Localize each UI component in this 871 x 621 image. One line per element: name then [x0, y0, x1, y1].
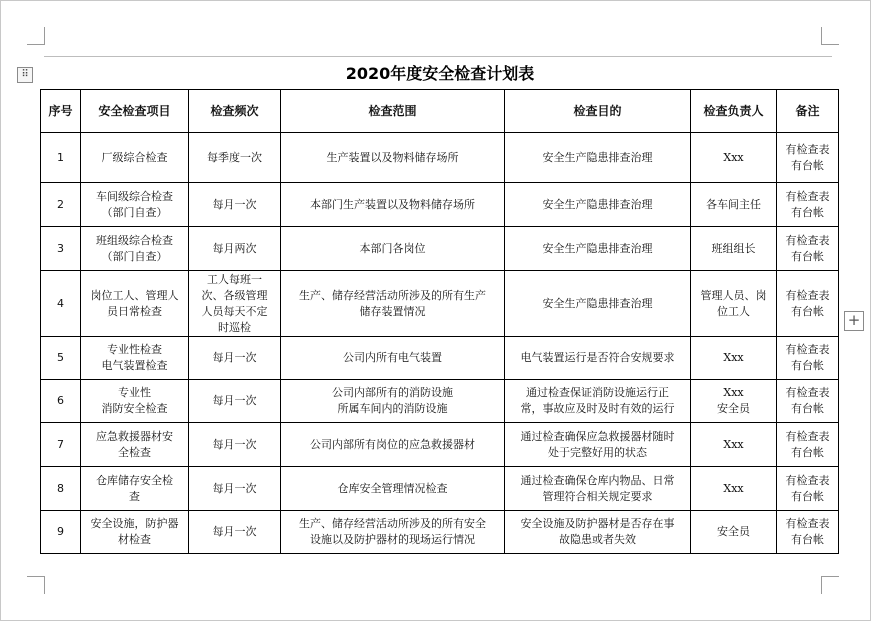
- cell-scope-line: 所属车间内的消防设施: [337, 402, 448, 415]
- cell-purpose[interactable]: [505, 511, 691, 554]
- cell-seq[interactable]: 1: [41, 133, 81, 183]
- crop-mark-top-left: [27, 27, 45, 45]
- cell-note-line: 有检查表: [785, 473, 830, 487]
- table-row: [41, 380, 839, 423]
- cell-scope-line: 储存装置情况: [359, 304, 426, 318]
- cell-frequency-line: 每月一次: [212, 437, 257, 451]
- cell-item-line: 员日常检查: [107, 304, 162, 318]
- cell-scope[interactable]: [281, 227, 505, 271]
- cell-item-line: 厂级综合检查: [101, 150, 168, 164]
- cell-frequency[interactable]: [189, 337, 281, 380]
- cell-scope[interactable]: [281, 133, 505, 183]
- cell-item-line: 专业性: [118, 386, 151, 399]
- cell-note[interactable]: [777, 380, 839, 423]
- table-row: [41, 183, 839, 227]
- cell-note-line: 有检查表: [785, 386, 830, 399]
- cell-item[interactable]: [81, 183, 189, 227]
- cell-frequency[interactable]: [189, 271, 281, 337]
- header-scope[interactable]: 检查范围: [281, 90, 505, 133]
- cell-item-line: 全检查: [118, 445, 151, 459]
- cell-scope[interactable]: [281, 423, 505, 467]
- cell-purpose-line: 安全生产隐患排查治理: [542, 241, 653, 255]
- cell-frequency-line: 每月一次: [212, 197, 257, 211]
- cell-frequency[interactable]: [189, 227, 281, 271]
- cell-scope-line: 生产、储存经营活动所涉及的所有安全: [299, 517, 486, 530]
- cell-item[interactable]: [81, 337, 189, 380]
- cell-note[interactable]: [777, 183, 839, 227]
- cell-note-line: 有台帐: [791, 249, 824, 263]
- cell-note-line: 有检查表: [785, 288, 830, 302]
- cell-scope[interactable]: [281, 380, 505, 423]
- cell-item[interactable]: [81, 271, 189, 337]
- cell-item[interactable]: [81, 467, 189, 511]
- cell-seq[interactable]: 3: [41, 227, 81, 271]
- cell-scope[interactable]: [281, 511, 505, 554]
- cell-seq[interactable]: 4: [41, 271, 81, 337]
- cell-frequency[interactable]: [189, 511, 281, 554]
- cell-frequency[interactable]: [189, 423, 281, 467]
- header-divider: [44, 56, 832, 57]
- cell-purpose[interactable]: [505, 133, 691, 183]
- cell-seq[interactable]: 9: [41, 511, 81, 554]
- cell-note-line: 有台帐: [791, 158, 824, 172]
- cell-note-line: 有检查表: [785, 189, 830, 203]
- cell-item-line: 安全设施，防护器: [90, 517, 179, 530]
- cell-scope-line: 公司内所有电气装置: [343, 351, 442, 364]
- cell-owner-line: 管理人员、岗: [700, 288, 767, 302]
- cell-note[interactable]: [777, 227, 839, 271]
- cell-owner-line: 安全员: [717, 402, 750, 415]
- table-row: [41, 423, 839, 467]
- cell-owner-line: Xxx: [723, 150, 744, 164]
- header-purpose[interactable]: 检查目的: [505, 90, 691, 133]
- cell-item-line: 专业性检查: [107, 343, 162, 356]
- cell-note-line: 有台帐: [791, 304, 824, 318]
- cell-owner[interactable]: [691, 511, 777, 554]
- cell-purpose[interactable]: [505, 271, 691, 337]
- inspection-plan-table[interactable]: [40, 89, 839, 554]
- cell-purpose-line: 安全生产隐患排查治理: [542, 197, 653, 211]
- cell-scope-line: 生产、储存经营活动所涉及的所有生产: [299, 288, 486, 302]
- cell-purpose-line: 安全生产隐患排查治理: [542, 296, 653, 310]
- cell-note[interactable]: [777, 133, 839, 183]
- cell-item[interactable]: [81, 227, 189, 271]
- cell-frequency-line: 每月一次: [212, 525, 257, 538]
- cell-frequency-line: 每月一次: [212, 351, 257, 364]
- cell-frequency-line: 工人每班一: [207, 272, 262, 286]
- cell-owner[interactable]: [691, 423, 777, 467]
- cell-purpose[interactable]: [505, 183, 691, 227]
- cell-item-line: 材检查: [118, 533, 151, 546]
- header-item[interactable]: 安全检查项目: [81, 90, 189, 133]
- cell-frequency-line: 人员每天不定: [201, 304, 268, 318]
- crop-mark-bottom-left: [27, 576, 45, 594]
- header-note[interactable]: 备注: [777, 90, 839, 133]
- table-row: [41, 511, 839, 554]
- cell-item[interactable]: [81, 423, 189, 467]
- cell-owner[interactable]: [691, 227, 777, 271]
- cell-purpose-line: 故隐患或者失效: [559, 533, 636, 546]
- cell-purpose-line: 安全设施及防护器材是否存在事: [520, 517, 675, 530]
- cell-scope[interactable]: [281, 467, 505, 511]
- cell-item[interactable]: [81, 380, 189, 423]
- cell-owner[interactable]: [691, 337, 777, 380]
- cell-purpose[interactable]: [505, 423, 691, 467]
- table-row: [41, 133, 839, 183]
- cell-item-line: 消防安全检查: [101, 402, 168, 415]
- cell-item[interactable]: [81, 133, 189, 183]
- header-owner[interactable]: 检查负责人: [691, 90, 777, 133]
- cell-purpose[interactable]: [505, 380, 691, 423]
- cell-note-line: 有台帐: [791, 205, 824, 219]
- cell-note[interactable]: [777, 467, 839, 511]
- table-row: [41, 337, 839, 380]
- cell-note-line: 有台帐: [791, 489, 824, 503]
- cell-owner[interactable]: [691, 183, 777, 227]
- cell-owner-line: 各车间主任: [706, 197, 761, 211]
- cell-item-line: 应急救援器材安: [96, 429, 173, 443]
- cell-owner[interactable]: [691, 133, 777, 183]
- cell-purpose-line: 通过检查确保仓库内物品、日常: [520, 473, 675, 487]
- cell-purpose[interactable]: [505, 227, 691, 271]
- cell-note[interactable]: [777, 337, 839, 380]
- cell-seq[interactable]: 6: [41, 380, 81, 423]
- cell-frequency[interactable]: [189, 183, 281, 227]
- cell-purpose[interactable]: [505, 467, 691, 511]
- cell-note[interactable]: [777, 271, 839, 337]
- cell-scope[interactable]: [281, 337, 505, 380]
- cell-note-line: 有台帐: [791, 359, 824, 372]
- cell-purpose-line: 处于完整好用的状态: [548, 445, 647, 459]
- cell-purpose-line: 通过检查确保应急救援器材随时: [520, 429, 675, 443]
- table-row: [41, 467, 839, 511]
- cell-item-line: （部门自查）: [101, 205, 168, 219]
- cell-scope[interactable]: [281, 271, 505, 337]
- cell-frequency[interactable]: [189, 133, 281, 183]
- cell-purpose-line: 常，事故应及时及时有效的运行: [520, 402, 675, 415]
- table-row: [41, 271, 839, 337]
- cell-owner-line: Xxx: [723, 481, 744, 495]
- cell-note[interactable]: [777, 423, 839, 467]
- cell-owner[interactable]: [691, 271, 777, 337]
- cell-seq[interactable]: 2: [41, 183, 81, 227]
- cell-frequency-line: 每月两次: [212, 241, 257, 255]
- cell-frequency-line: 每月一次: [212, 481, 257, 495]
- cell-scope-line: 设施以及防护器材的现场运行情况: [310, 533, 475, 546]
- cell-note-line: 有台帐: [791, 445, 824, 459]
- cell-seq[interactable]: 7: [41, 423, 81, 467]
- header-frequency[interactable]: 检查频次: [189, 90, 281, 133]
- cell-scope-line: 本部门各岗位: [359, 241, 426, 255]
- cell-scope-line: 仓库安全管理情况检查: [337, 481, 448, 495]
- cell-note[interactable]: [777, 511, 839, 554]
- cell-owner-line: Xxx: [723, 437, 744, 451]
- header-seq[interactable]: 序号: [41, 90, 81, 133]
- cell-item-line: 班组级综合检查: [96, 233, 173, 247]
- cell-note-line: 有检查表: [785, 142, 830, 156]
- cell-frequency-line: 每月一次: [212, 394, 257, 407]
- cell-item-line: 仓库储存安全检: [96, 473, 173, 487]
- cell-item-line: 电气装置检查: [101, 359, 168, 372]
- table-header-row: [41, 90, 839, 133]
- cell-owner[interactable]: [691, 380, 777, 423]
- cell-scope-line: 公司内部所有岗位的应急救援器材: [310, 437, 475, 451]
- cell-purpose-line: 安全生产隐患排查治理: [542, 150, 653, 164]
- table-move-handle-icon[interactable]: ⠿: [17, 67, 33, 83]
- cell-frequency-line: 时巡检: [218, 320, 251, 334]
- cell-item-line: 查: [129, 489, 140, 503]
- cell-owner-line: 班组组长: [711, 241, 756, 255]
- cell-note-line: 有台帐: [791, 533, 824, 546]
- cell-note-line: 有检查表: [785, 429, 830, 443]
- cell-note-line: 有台帐: [791, 402, 824, 415]
- cell-scope[interactable]: [281, 183, 505, 227]
- document-title[interactable]: 2020年度安全检查计划表: [345, 64, 535, 83]
- cell-scope-line: 公司内部所有的消防设施: [332, 386, 453, 399]
- cell-frequency[interactable]: [189, 467, 281, 511]
- cell-owner-line: Xxx: [723, 386, 744, 399]
- cell-frequency-line: 每季度一次: [207, 150, 262, 164]
- cell-note-line: 有检查表: [785, 233, 830, 247]
- cell-item-line: 车间级综合检查: [96, 189, 173, 203]
- cell-note-line: 有检查表: [785, 517, 830, 530]
- cell-frequency-line: 次、各级管理: [201, 288, 268, 302]
- crop-mark-top-right: [821, 27, 839, 45]
- cell-item-line: 岗位工人、管理人: [90, 288, 179, 302]
- cell-purpose[interactable]: [505, 337, 691, 380]
- cell-seq[interactable]: 8: [41, 467, 81, 511]
- cell-scope-line: 生产装置以及物料储存场所: [326, 150, 459, 164]
- cell-item[interactable]: [81, 511, 189, 554]
- cell-purpose-line: 电气装置运行是否符合安规要求: [520, 351, 675, 364]
- cell-seq[interactable]: 5: [41, 337, 81, 380]
- cell-item-line: （部门自查）: [101, 249, 168, 263]
- cell-note-line: 有检查表: [785, 343, 830, 356]
- add-column-button[interactable]: +: [844, 311, 864, 331]
- cell-scope-line: 本部门生产装置以及物料储存场所: [310, 197, 475, 211]
- cell-owner-line: 安全员: [717, 525, 750, 538]
- crop-mark-bottom-right: [821, 576, 839, 594]
- cell-owner[interactable]: [691, 467, 777, 511]
- cell-purpose-line: 管理符合相关规定要求: [542, 489, 653, 503]
- cell-owner-line: 位工人: [717, 304, 750, 318]
- cell-purpose-line: 通过检查保证消防设施运行正: [526, 386, 669, 399]
- cell-owner-line: Xxx: [723, 351, 744, 364]
- cell-frequency[interactable]: [189, 380, 281, 423]
- table-row: [41, 227, 839, 271]
